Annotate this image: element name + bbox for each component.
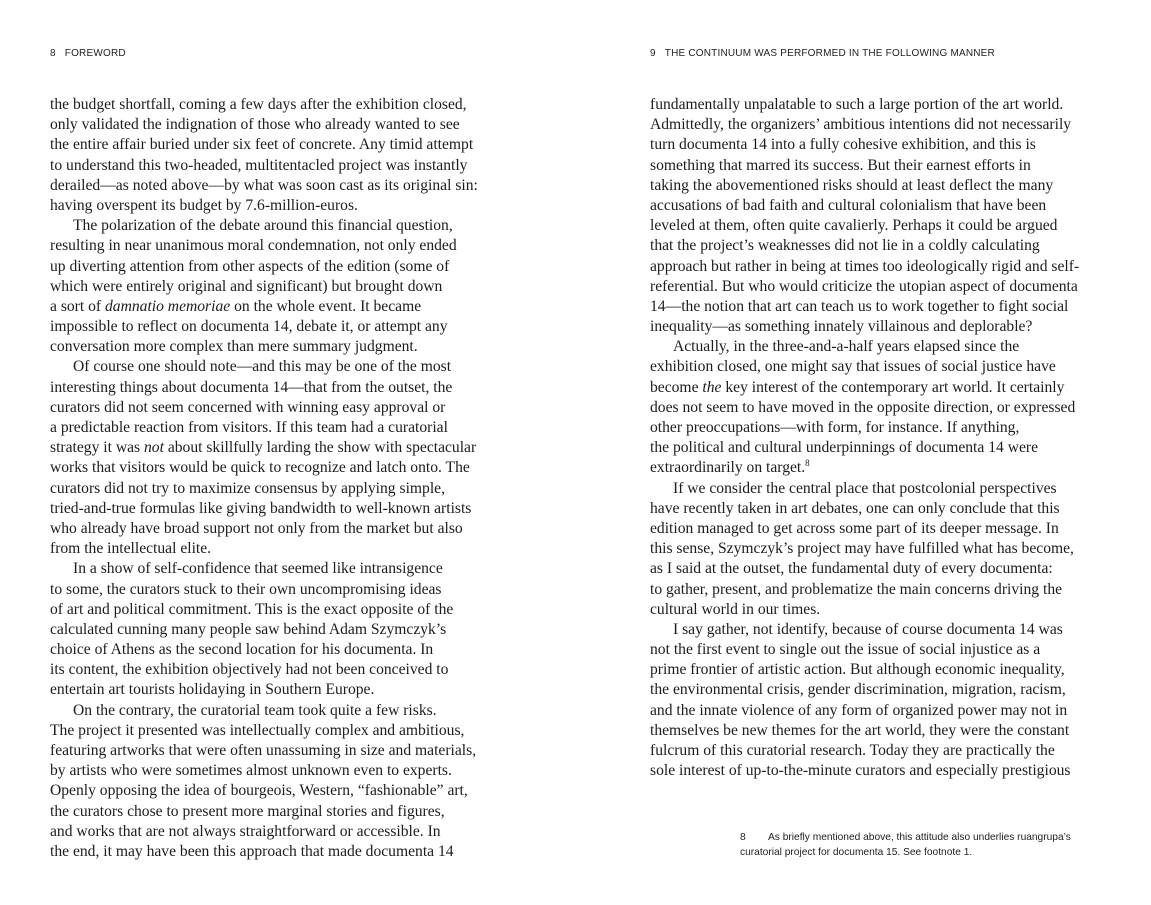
text-run: become <box>650 378 703 396</box>
text-run: leveled at them, often quite cavalierly. Perhaps it could be argued <box>650 217 1058 235</box>
text-run: Actually, in the three-and-a-half years elapsed since the <box>673 338 1020 356</box>
text-run: and works that are not always straightforward or accessible. In <box>50 822 441 840</box>
text-line <box>650 357 1079 377</box>
text-line <box>50 337 478 357</box>
italic-text: damnatio memoriae <box>105 297 231 315</box>
text-line <box>650 701 1079 721</box>
text-line <box>650 156 1079 176</box>
text-line <box>50 741 478 761</box>
text-line <box>50 802 478 822</box>
text-line <box>50 156 478 176</box>
text-line <box>50 660 478 680</box>
text-run: that the project’s weaknesses did not lie in a coldly calculating <box>650 237 1040 255</box>
text-line <box>50 781 478 801</box>
text-line <box>650 297 1079 317</box>
text-line <box>650 95 1079 115</box>
text-line <box>50 357 478 377</box>
text-run: sole interest of up-to-the-minute curators and especially prestigious <box>650 762 1071 780</box>
text-line <box>650 115 1079 135</box>
text-run: edition managed to get across some part of its deeper message. In <box>650 519 1059 537</box>
text-line <box>50 539 478 559</box>
text-line <box>50 458 478 478</box>
text-line <box>650 277 1079 297</box>
text-line <box>50 761 478 781</box>
text-line <box>50 499 478 519</box>
text-line <box>650 418 1079 438</box>
text-run: this sense, Szymczyk’s project may have fulfilled what has become, <box>650 540 1074 558</box>
text-line <box>50 438 478 458</box>
text-run: featuring artworks that were often unassuming in size and materials, <box>50 742 477 759</box>
text-line <box>50 680 478 700</box>
text-line <box>50 620 478 640</box>
text-run: Of course one should note—and this may be one of the most <box>73 358 452 376</box>
page-number: 8 <box>50 48 56 59</box>
text-run: resulting in near unanimous moral condemnation, not only ended <box>50 237 457 255</box>
text-run: inequality—as something innately villainous and deplorable? <box>650 318 1033 336</box>
text-run: themselves be new themes for the art world, they were the constant <box>650 721 1070 739</box>
footnote-reference: 8 <box>805 458 810 469</box>
text-run: accusations of bad faith and cultural colonialism that have been <box>650 196 1047 214</box>
right-running-head <box>650 48 995 59</box>
text-run: referential. But who would criticize the utopian aspect of documenta <box>650 277 1078 295</box>
text-line <box>650 337 1079 357</box>
text-line <box>50 196 478 216</box>
text-line <box>50 95 478 115</box>
text-line <box>650 438 1079 458</box>
text-run: curators did not try to maximize consensus by applying simple, <box>50 479 445 497</box>
text-run: fulcrum of this curatorial research. Today they are practically the <box>650 742 1055 759</box>
text-line <box>50 398 478 418</box>
text-line <box>50 277 478 297</box>
text-run: the end, it may have been this approach that made documenta 14 <box>50 842 454 860</box>
text-line <box>50 822 478 842</box>
text-run: and the innate violence of any form of organized power may not in <box>650 701 1068 719</box>
text-run: the curators chose to present more marginal stories and figures, <box>50 802 445 820</box>
text-run: only validated the indignation of those who already wanted to see <box>50 116 460 134</box>
text-line <box>650 176 1079 196</box>
footnote-text-line: As briefly mentioned above, this attitude also underlies ruangrupa’s <box>768 832 1071 843</box>
text-line <box>50 135 478 155</box>
text-line <box>50 317 478 337</box>
text-line <box>650 580 1079 600</box>
text-line <box>650 680 1079 700</box>
text-run: The polarization of the debate around this financial question, <box>73 217 453 235</box>
text-line <box>650 660 1079 680</box>
text-line <box>50 176 478 196</box>
text-run: of art and political commitment. This is the exact opposite of the <box>50 600 454 618</box>
text-run: In a show of self-confidence that seemed like intransigence <box>73 560 443 578</box>
right-page-body <box>650 95 1079 781</box>
running-head-title: FOREWORD <box>64 48 126 59</box>
text-line <box>50 479 478 499</box>
text-run: up diverting attention from other aspects of the edition (some of <box>50 257 450 275</box>
text-run: on the whole event. It became <box>230 297 422 315</box>
text-run: On the contrary, the curatorial team took quite a few risks. <box>73 701 437 719</box>
text-run: to understand this two-headed, multitentacled project was instantly <box>50 156 468 174</box>
text-run: something that marred its success. But their earnest efforts in <box>650 156 1031 174</box>
text-run: turn documenta 14 into a fully cohesive exhibition, and this is <box>650 136 1036 154</box>
text-run: fundamentally unpalatable to such a large portion of the art world. <box>650 96 1064 113</box>
text-line <box>50 115 478 135</box>
text-line <box>50 418 478 438</box>
text-run: other preoccupations—with form, for instance. If anything, <box>650 419 1020 436</box>
text-run: taking the abovementioned risks should at least deflect the many <box>650 176 1054 194</box>
text-line <box>650 398 1079 418</box>
text-run: entertain art tourists holidaying in Southern Europe. <box>50 681 375 699</box>
text-run: 14—the notion that art can teach us to work together to fight social <box>650 297 1069 315</box>
text-run: a predictable reaction from visitors. If this team had a curatorial <box>50 419 448 436</box>
text-line <box>650 620 1079 640</box>
text-line <box>50 640 478 660</box>
text-run: works that visitors would be quick to recognize and latch onto. The <box>50 459 470 477</box>
text-run: strategy it was <box>50 439 144 457</box>
text-run: calculated cunning many people saw behind Adam Szymczyk’s <box>50 620 447 638</box>
text-line <box>50 519 478 539</box>
text-line <box>650 721 1079 741</box>
text-run: cultural world in our times. <box>650 600 821 618</box>
text-run: about skillfully larding the show with spectacular <box>163 439 477 457</box>
text-line <box>50 297 478 317</box>
left-running-head <box>50 48 126 59</box>
text-run: the entire affair buried under six feet of concrete. Any timid attempt <box>50 136 474 154</box>
text-run: conversation more complex than mere summary judgment. <box>50 338 418 356</box>
text-run: Openly opposing the idea of bourgeois, Western, “fashionable” art, <box>50 782 468 800</box>
text-run: to gather, present, and problematize the main concerns driving the <box>650 580 1063 598</box>
footnote <box>740 831 1071 860</box>
text-run: from the intellectual elite. <box>50 540 212 558</box>
text-line <box>50 701 478 721</box>
text-run: tried-and-true formulas like giving bandwidth to well-known artists <box>50 499 472 517</box>
text-run: The project it presented was intellectually complex and ambitious, <box>50 721 465 739</box>
text-line <box>50 236 478 256</box>
text-run: curators did not seem concerned with winning easy approval or <box>50 398 446 416</box>
text-line <box>50 559 478 579</box>
text-line <box>50 378 478 398</box>
text-line <box>650 257 1079 277</box>
text-run: by artists who were sometimes almost unknown even to experts. <box>50 762 452 780</box>
text-run: does not seem to have moved in the opposite direction, or expressed <box>650 398 1076 416</box>
text-line <box>650 640 1079 660</box>
text-run: which were entirely original and significant) but brought down <box>50 277 443 295</box>
text-line <box>650 539 1079 559</box>
text-run: I say gather, not identify, because of course documenta 14 was <box>673 620 1063 638</box>
text-run: the environmental crisis, gender discrimination, migration, racism, <box>650 681 1066 699</box>
text-line <box>50 721 478 741</box>
text-run: prime frontier of artistic action. But although economic inequality, <box>650 661 1065 679</box>
text-line <box>650 479 1079 499</box>
italic-text: the <box>702 378 722 396</box>
text-line <box>650 236 1079 256</box>
footnote-number: 8 <box>740 832 746 843</box>
text-line <box>650 559 1079 579</box>
text-line <box>50 216 478 236</box>
text-line <box>650 216 1079 236</box>
text-run: exhibition closed, one might say that issues of social justice have <box>650 358 1056 376</box>
running-head-title: THE CONTINUUM WAS PERFORMED IN THE FOLLOWING MANNER <box>664 48 995 59</box>
text-line <box>650 761 1079 781</box>
text-run: the budget shortfall, coming a few days after the exhibition closed, <box>50 96 467 113</box>
text-line <box>50 842 478 862</box>
text-run: a sort of <box>50 297 105 315</box>
left-page-body <box>50 95 478 862</box>
text-run: derailed—as noted above—by what was soon cast as its original sin: <box>50 176 478 194</box>
text-run: who already have broad support not only from the market but also <box>50 519 463 537</box>
text-run: not the first event to single out the issue of social injustice as a <box>650 641 1041 659</box>
text-line <box>650 458 1079 478</box>
text-line <box>650 317 1079 337</box>
text-run: approach but rather in being at times too ideologically rigid and self- <box>650 257 1080 275</box>
text-run: the political and cultural underpinnings of documenta 14 were <box>650 439 1038 457</box>
text-line <box>650 741 1079 761</box>
text-line <box>650 499 1079 519</box>
text-run: choice of Athens as the second location for his documenta. In <box>50 641 434 659</box>
text-run: impossible to reflect on documenta 14, debate it, or attempt any <box>50 318 448 336</box>
text-run: its content, the exhibition objectively had not been conceived to <box>50 661 449 679</box>
text-run: interesting things about documenta 14—that from the outset, the <box>50 378 453 396</box>
text-line <box>50 257 478 277</box>
text-run: extraordinarily on target. <box>650 459 806 477</box>
text-run: Admittedly, the organizers’ ambitious intentions did not necessarily <box>650 116 1072 134</box>
text-line <box>650 378 1079 398</box>
text-run: have recently taken in art debates, one can only conclude that this <box>650 499 1060 517</box>
text-line <box>650 600 1079 620</box>
text-run: key interest of the contemporary art world. It certainly <box>721 378 1065 396</box>
text-line <box>50 580 478 600</box>
text-run: having overspent its budget by 7.6-million-euros. <box>50 196 358 214</box>
text-run: If we consider the central place that postcolonial perspectives <box>673 479 1057 497</box>
text-line <box>650 135 1079 155</box>
footnote-text-line: curatorial project for documenta 15. See footnote 1. <box>740 846 973 858</box>
text-run: as I said at the outset, the fundamental duty of every documenta: <box>650 560 1053 578</box>
text-run: to some, the curators stuck to their own uncompromising ideas <box>50 580 442 598</box>
text-line <box>650 196 1079 216</box>
text-line <box>50 600 478 620</box>
italic-text: not <box>143 439 164 457</box>
text-line <box>650 519 1079 539</box>
page-number: 9 <box>650 48 656 59</box>
